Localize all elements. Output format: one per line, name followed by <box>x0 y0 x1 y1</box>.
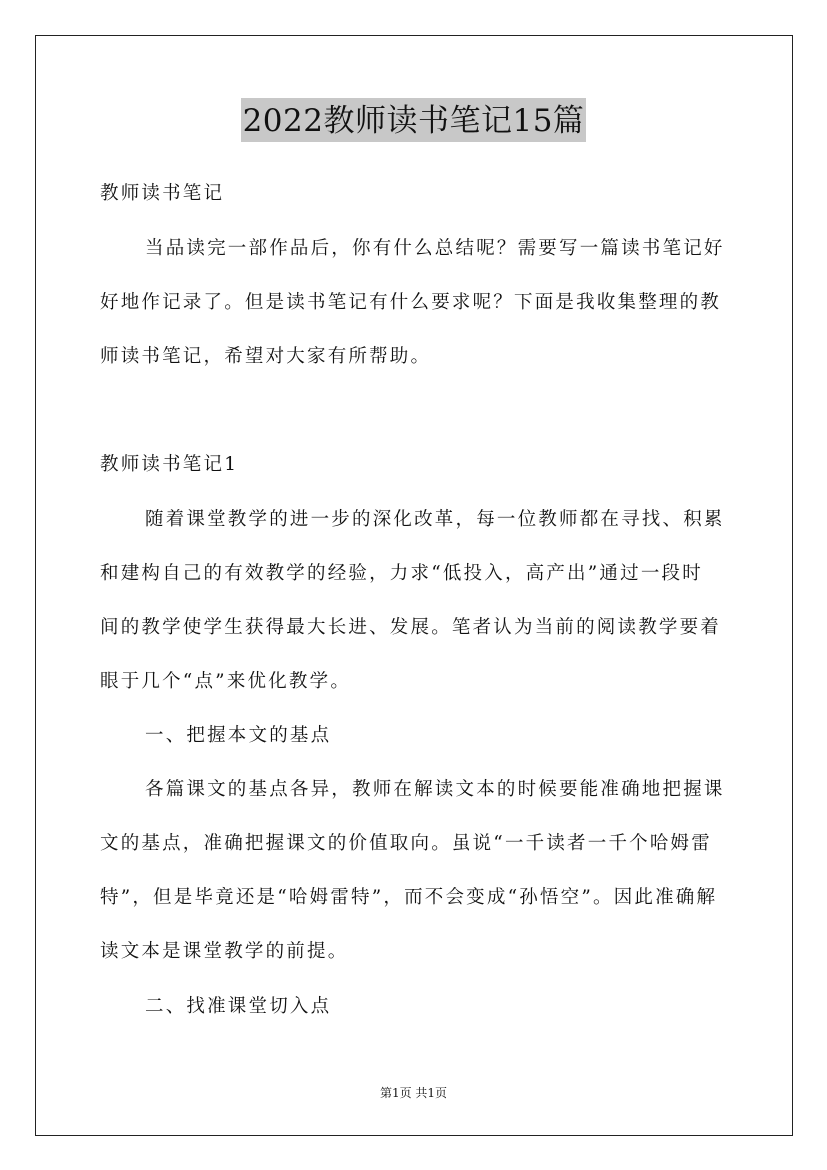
document-title: 2022教师读书笔记15篇 <box>241 98 587 142</box>
paragraph-line: 文的基点，准确把握课文的价值取向。虽说“一千读者一千个哈姆雷 <box>100 833 712 854</box>
paragraph-line: 师读书笔记，希望对大家有所帮助。 <box>100 346 432 367</box>
section-heading: 教师读书笔记1 <box>100 454 239 475</box>
subheading: 二、找准课堂切入点 <box>145 996 332 1017</box>
paragraph-line: 各篇课文的基点各异，教师在解读文本的时候要能准确地把握课 <box>145 779 725 800</box>
paragraph-line: 随着课堂教学的进一步的深化改革，每一位教师都在寻找、积累 <box>145 509 725 530</box>
paragraph-line: 特”，但是毕竟还是“哈姆雷特”，而不会变成“孙悟空”。因此准确解 <box>100 887 718 908</box>
paragraph-line: 当品读完一部作品后，你有什么总结呢？需要写一篇读书笔记好 <box>145 238 725 259</box>
section-heading: 教师读书笔记 <box>100 183 225 204</box>
subheading: 一、把握本文的基点 <box>145 725 332 746</box>
paragraph-line: 和建构自己的有效教学的经验，力求“低投入，高产出”通过一段时 <box>100 563 703 584</box>
page-footer: 第1页 共1页 <box>379 1086 448 1100</box>
paragraph-line: 好地作记录了。但是读书笔记有什么要求呢？下面是我收集整理的教 <box>100 292 722 313</box>
paragraph-line: 读文本是课堂教学的前提。 <box>100 941 349 962</box>
paragraph-line: 间的教学使学生获得最大长进、发展。笔者认为当前的阅读教学要着 <box>100 617 722 638</box>
document-title-wrap <box>0 98 827 142</box>
paragraph-line: 眼于几个“点”来优化教学。 <box>100 671 352 692</box>
